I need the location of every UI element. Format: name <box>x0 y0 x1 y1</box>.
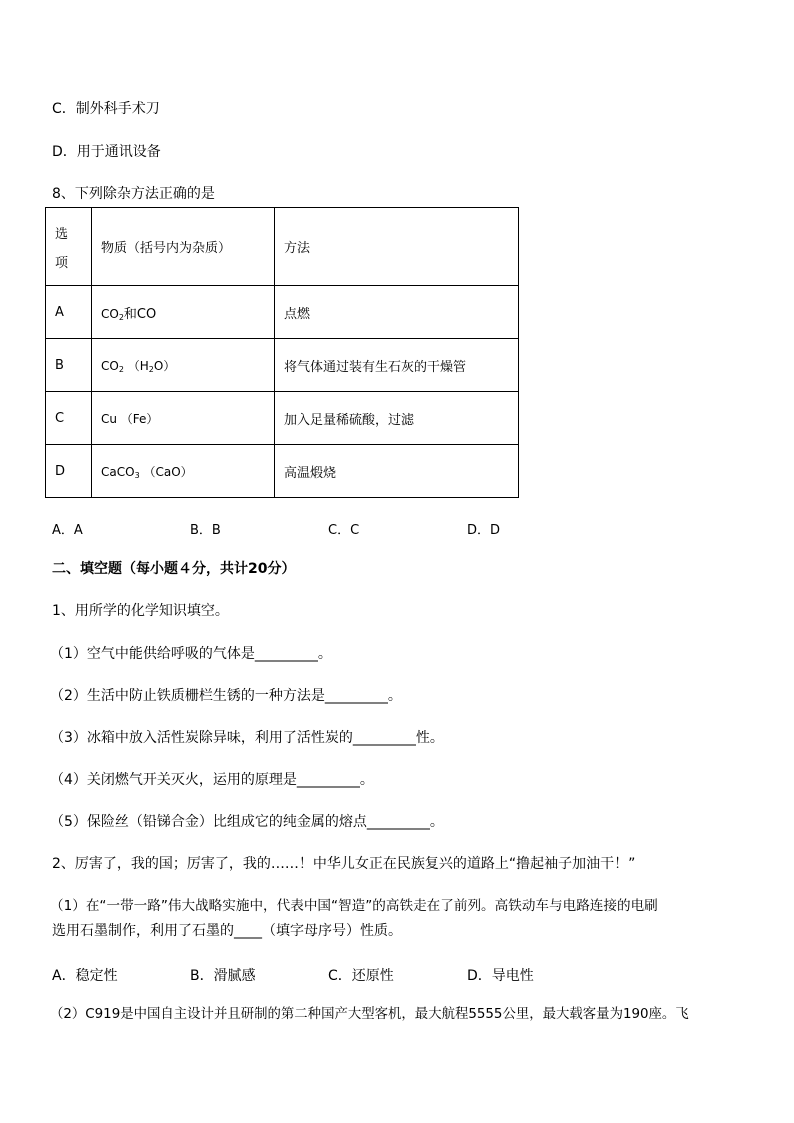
q8-choice-a: A．A <box>52 523 83 538</box>
row-substance: Cu （Fe） <box>92 392 275 445</box>
header-option-line1: 选 <box>55 226 69 242</box>
header-option <box>46 208 92 286</box>
substance-part: （CaO） <box>143 464 193 479</box>
row-option: D <box>46 445 92 498</box>
q7-option-d: D．用于通讯设备 <box>52 144 161 160</box>
table-row <box>46 445 519 498</box>
table-header-row <box>46 208 519 286</box>
q2-choice-a: A．稳定性 <box>52 968 118 984</box>
q1-item-2: （2）生活中防止铁质栅栏生锈的一种方法是_________。 <box>50 688 402 704</box>
q7-option-c: C．制外科手术刀 <box>52 101 160 117</box>
q1-item-3: （3）冰箱中放入活性炭除异味，利用了活性炭的_________性。 <box>50 730 444 746</box>
q8-choice-b: B．B <box>190 523 221 538</box>
substance-part: CO <box>101 358 119 373</box>
header-substance: 物质（括号内为杂质） <box>92 208 275 286</box>
section-title: 二、填空题（每小题４分，共计20分） <box>52 561 296 577</box>
q8-table <box>45 207 519 498</box>
substance-part: O） <box>153 358 176 373</box>
q8-choice-c: C．C <box>328 523 360 538</box>
row-option: A <box>46 286 92 339</box>
q2-choice-b: B．滑腻感 <box>190 968 256 984</box>
table-row <box>46 392 519 445</box>
q1-stem: 1、用所学的化学知识填空。 <box>52 603 229 619</box>
q1-item-1: （1）空气中能供给呼吸的气体是_________。 <box>50 646 332 662</box>
row-substance <box>92 286 275 339</box>
q2-choice-d: D．导电性 <box>467 968 534 984</box>
row-substance <box>92 339 275 392</box>
q2-part1-line2: 选用石墨制作，利用了石墨的____（填字母序号）性质。 <box>52 923 402 939</box>
row-method: 点燃 <box>275 286 519 339</box>
q2-part2-line1: （2）C919是中国自主设计并且研制的第二种国产大型客机，最大航程5555公里，最大载客量为190座。飞 <box>50 1007 689 1022</box>
row-method: 将气体通过装有生石灰的干燥管 <box>275 339 519 392</box>
row-method: 加入足量稀硫酸，过滤 <box>275 392 519 445</box>
subscript: 2 <box>118 312 124 322</box>
q2-choice-c: C．还原性 <box>328 968 394 984</box>
q1-item-4: （4）关闭燃气开关灭火，运用的原理是_________。 <box>50 772 374 788</box>
q2-stem: 2、厉害了，我的国；厉害了，我的……！中华儿女正在民族复兴的道路上“撸起袖子加油干！” <box>52 856 636 872</box>
substance-part: CaCO <box>101 464 135 479</box>
q1-item-5: （5）保险丝（铅锑合金）比组成它的纯金属的熔点_________。 <box>50 814 444 830</box>
table-row <box>46 286 519 339</box>
row-option: C <box>46 392 92 445</box>
q8-stem: 8、下列除杂方法正确的是 <box>52 186 215 202</box>
header-option-line2: 项 <box>55 255 69 271</box>
substance-part: （H <box>127 358 149 373</box>
subscript: 2 <box>148 364 154 374</box>
row-option: B <box>46 339 92 392</box>
row-method: 高温煅烧 <box>275 445 519 498</box>
header-method: 方法 <box>275 208 519 286</box>
subscript: 2 <box>118 364 124 374</box>
row-substance <box>92 445 275 498</box>
table-row <box>46 339 519 392</box>
q2-part1-line1: （1）在“一带一路”伟大战略实施中，代表中国“智造”的高铁走在了前列。高铁动车与电路连接的电刷 <box>50 898 658 914</box>
substance-part: 和CO <box>123 306 157 322</box>
subscript: 3 <box>134 470 140 480</box>
q8-choice-d: D．D <box>467 523 501 538</box>
substance-part: CO <box>101 306 119 321</box>
